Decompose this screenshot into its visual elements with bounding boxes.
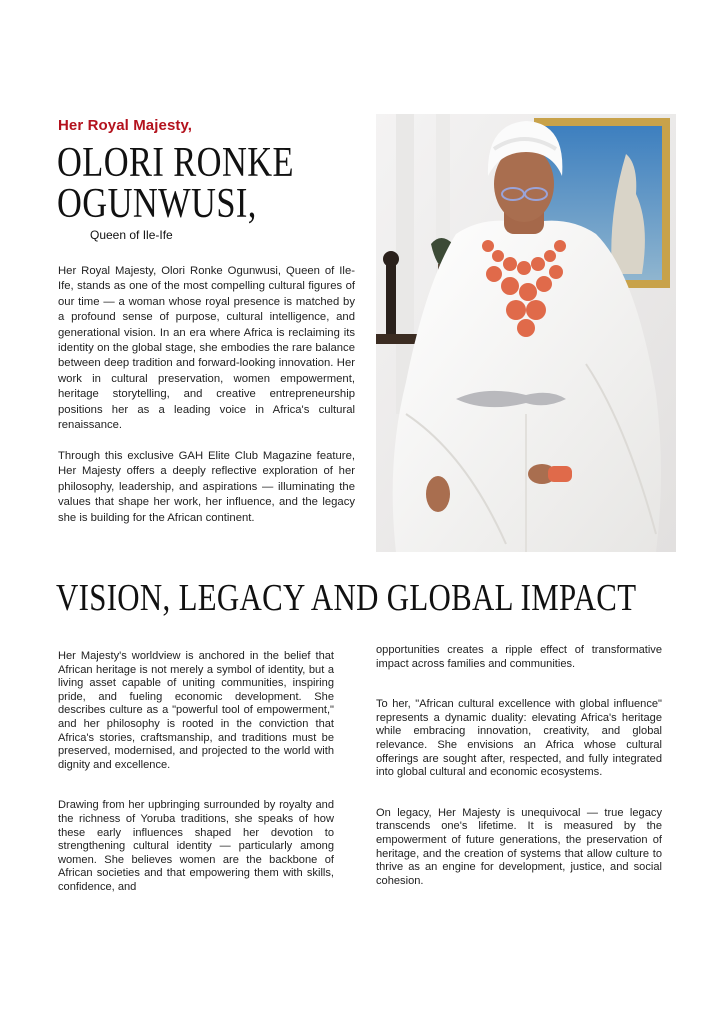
right-column (376, 644, 662, 915)
section-heading: VISION, LEGACY AND GLOBAL IMPACT (56, 577, 637, 619)
right-paragraph-2: To her, "African cultural excellence with global influence" represents a dynamic duality: elevating Africa's heritage while embracing innovation, creativity, and global relevance. She envisions an Africa whose cultural offerings are sought after, respected, and fully integrated into global cultural and economic ecosystems. (376, 698, 662, 779)
intro-paragraph-2: Through this exclusive GAH Elite Club Magazine feature, Her Majesty offers a deeply reflective exploration of her philosophy, leadership, and aspirations — illuminating the values that shape her work, her influence, and the legacy she is building for the African continent. (58, 449, 355, 524)
name-line-2: OGUNWUSI, (57, 181, 257, 227)
intro-paragraph-1: Her Royal Majesty, Olori Ronke Ogunwusi, Queen of Ile-Ife, stands as one of the most compelling cultural figures of our time — a woman whose royal presence is matched by a profound sense of purpose, cultural intelligence, and generational vision. In an era where Africa is reclaiming its identity on the global stage, she embodies the rare balance between deep tradition and forward-looking innovation. Her work in cultural preservation, women empowerment, heritage storytelling, and creative entrepreneurship positions her as a leading voice in Africa's cultural renaissance. (58, 265, 355, 432)
right-paragraph-1: opportunities creates a ripple effect of transformative impact across families and communities. (376, 644, 662, 670)
kicker-title: Her Royal Majesty, (58, 117, 193, 134)
left-paragraph-1: Her Majesty's worldview is anchored in the belief that African heritage is not merely a symbol of identity, but a living asset capable of uniting communities, inspiring pride, and fueling economic development. She describes culture as a "powerful tool of empowerment," and her philosophy is rooted in the conviction that Africa's stories, craftsmanship, and traditions must be preserved, modernised, and projected to the world with dignity and excellence. (58, 650, 334, 771)
queen-name-heading (57, 140, 303, 227)
intro-text (58, 264, 355, 542)
portrait-photo (376, 114, 676, 552)
left-paragraph-2: Drawing from her upbringing surrounded by royalty and the richness of Yoruba traditions, she speaks of how these early influences shaped her devotion to strengthening cultural identity — particularly among women. She believes women are the backbone of African societies and that empowering them with skills, confidence, and (58, 799, 334, 893)
right-paragraph-3: On legacy, Her Majesty is unequivocal — true legacy transcends one's lifetime. It is measured by the empowerment of future generations, the preservation of heritage, and the creation of systems that allow culture to thrive as an engine for development, justice, and social cohesion. (376, 806, 662, 887)
name-line-1: OLORI RONKE (57, 140, 294, 186)
subtitle: Queen of Ile-Ife (90, 228, 173, 242)
left-column (58, 650, 334, 922)
